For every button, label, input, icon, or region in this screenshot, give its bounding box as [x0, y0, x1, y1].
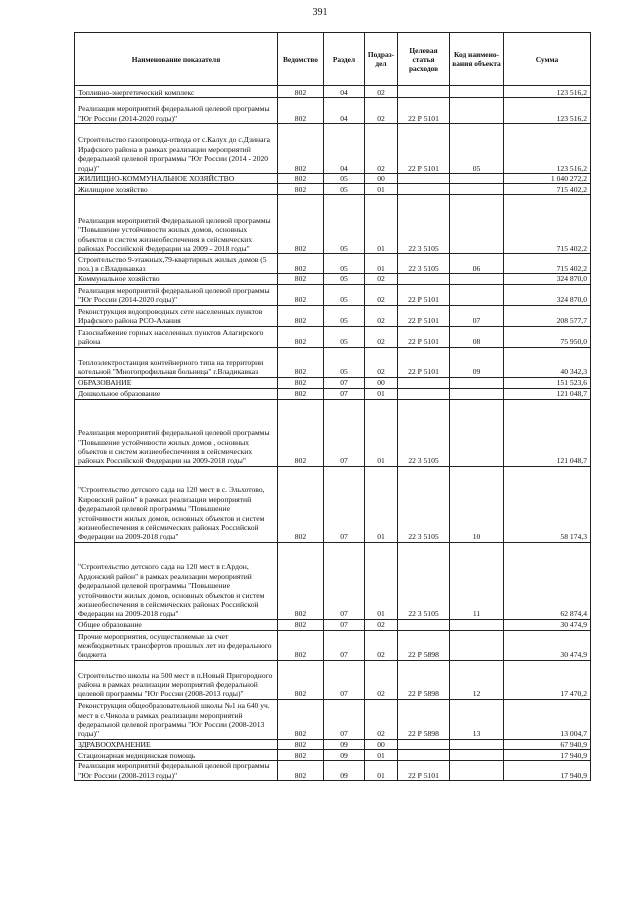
row-article-cell: 22 3 5105 — [398, 542, 450, 619]
row-dept-cell: 802 — [278, 326, 324, 347]
row-name-cell: Газоснабжение горных населенных пунктов Алагирского района — [75, 326, 278, 347]
row-object-code-cell: 09 — [450, 347, 504, 377]
table-row — [75, 347, 591, 377]
row-name-cell: Строительство газопровода-отвода от с.Калух до с.Дзинага Ирафского района в рамках реализации мероприятий федеральной целевой программы "Юг России (2014 - 2020 годы)" — [75, 124, 278, 174]
row-section-cell: 09 — [324, 761, 365, 781]
row-article-cell — [398, 184, 450, 195]
row-dept-cell: 802 — [278, 274, 324, 284]
row-subsection-cell: 02 — [365, 124, 398, 174]
row-dept-cell: 802 — [278, 86, 324, 98]
row-section-cell: 07 — [324, 619, 365, 630]
row-object-code-cell — [450, 377, 504, 388]
row-section-cell: 07 — [324, 699, 365, 739]
table-row — [75, 326, 591, 347]
row-section-cell: 09 — [324, 739, 365, 749]
row-section-cell: 04 — [324, 86, 365, 98]
row-name-cell: Строительство школы на 500 мест в п.Новый Пригородного района в рамках реализации мероприятий федеральной целевой программы "Юг России (2008-2013 годы)" — [75, 660, 278, 699]
row-object-code-cell — [450, 184, 504, 195]
row-object-code-cell: 12 — [450, 660, 504, 699]
table-row — [75, 86, 591, 98]
row-article-cell: 22 Р 5101 — [398, 98, 450, 124]
row-dept-cell: 802 — [278, 174, 324, 184]
row-sum-cell: 30 474,9 — [504, 630, 591, 660]
row-article-cell — [398, 174, 450, 184]
row-name-cell: Стационарная медицинская помощь — [75, 750, 278, 761]
row-name-cell: Реализация мероприятий Федеральной целевой программы "Повышение устойчивости жилых домов, основных объектов и систем жизнеобеспечения в сейсмических районах Российской Федерации на 2009 - 2018 годы" — [75, 195, 278, 254]
row-object-code-cell — [450, 761, 504, 781]
row-dept-cell: 802 — [278, 761, 324, 781]
row-object-code-cell: 10 — [450, 466, 504, 542]
row-object-code-cell — [450, 750, 504, 761]
row-subsection-cell: 00 — [365, 174, 398, 184]
row-name-cell: Коммунальное хозяйство — [75, 274, 278, 284]
row-dept-cell: 802 — [278, 750, 324, 761]
row-section-cell: 07 — [324, 399, 365, 466]
header-name: Наименование показателя — [75, 33, 278, 86]
row-subsection-cell: 02 — [365, 619, 398, 630]
table-row — [75, 377, 591, 388]
row-section-cell: 05 — [324, 184, 365, 195]
row-subsection-cell: 01 — [365, 184, 398, 195]
row-name-cell: Реализация мероприятий федеральной целевой программы "Юг России (2008-2013 годы)" — [75, 761, 278, 781]
table-row — [75, 284, 591, 305]
row-subsection-cell: 02 — [365, 660, 398, 699]
row-subsection-cell: 01 — [365, 542, 398, 619]
row-dept-cell: 802 — [278, 542, 324, 619]
row-dept-cell: 802 — [278, 377, 324, 388]
row-sum-cell: 30 474,9 — [504, 619, 591, 630]
row-subsection-cell: 01 — [365, 750, 398, 761]
row-article-cell: 22 Р 5101 — [398, 761, 450, 781]
budget-table — [74, 32, 591, 781]
row-object-code-cell — [450, 284, 504, 305]
table-row — [75, 174, 591, 184]
row-section-cell: 05 — [324, 254, 365, 274]
table-row — [75, 542, 591, 619]
row-object-code-cell: 13 — [450, 699, 504, 739]
row-dept-cell: 802 — [278, 195, 324, 254]
row-object-code-cell: 07 — [450, 305, 504, 326]
row-object-code-cell — [450, 619, 504, 630]
row-sum-cell: 123 516,2 — [504, 98, 591, 124]
row-object-code-cell: 08 — [450, 326, 504, 347]
row-name-cell: Реконструкция водопроводных сете населенных пунктов Ирафского района РСО-Алания — [75, 305, 278, 326]
header-sum: Сумма — [504, 33, 591, 86]
row-dept-cell: 802 — [278, 630, 324, 660]
row-subsection-cell: 02 — [365, 274, 398, 284]
row-dept-cell: 802 — [278, 699, 324, 739]
row-sum-cell: 67 940,9 — [504, 739, 591, 749]
row-sum-cell: 1 040 272,2 — [504, 174, 591, 184]
row-subsection-cell: 01 — [365, 254, 398, 274]
row-dept-cell: 802 — [278, 98, 324, 124]
row-object-code-cell — [450, 399, 504, 466]
row-section-cell: 05 — [324, 326, 365, 347]
row-subsection-cell: 02 — [365, 699, 398, 739]
table-row — [75, 466, 591, 542]
row-sum-cell: 62 874,4 — [504, 542, 591, 619]
row-dept-cell: 802 — [278, 739, 324, 749]
row-name-cell: Теплоэлектростанция контейнерного типа на территории котельной "Многопрофильная больница" г.Владикавказ — [75, 347, 278, 377]
row-sum-cell: 121 048,7 — [504, 399, 591, 466]
row-subsection-cell: 02 — [365, 284, 398, 305]
row-article-cell: 22 Р 5898 — [398, 660, 450, 699]
row-subsection-cell: 01 — [365, 761, 398, 781]
row-subsection-cell: 01 — [365, 388, 398, 399]
row-section-cell: 04 — [324, 124, 365, 174]
row-name-cell: Топливно-энергетический комплекс — [75, 86, 278, 98]
row-object-code-cell — [450, 86, 504, 98]
row-section-cell: 05 — [324, 347, 365, 377]
row-dept-cell: 802 — [278, 284, 324, 305]
table-header-row — [75, 33, 591, 86]
row-subsection-cell: 00 — [365, 739, 398, 749]
table-row — [75, 619, 591, 630]
table-row — [75, 195, 591, 254]
row-sum-cell: 13 004,7 — [504, 699, 591, 739]
row-object-code-cell: 05 — [450, 124, 504, 174]
row-article-cell — [398, 274, 450, 284]
row-name-cell: ОБРАЗОВАНИЕ — [75, 377, 278, 388]
row-sum-cell: 324 870,0 — [504, 274, 591, 284]
table-row — [75, 761, 591, 781]
row-subsection-cell: 02 — [365, 630, 398, 660]
table-row — [75, 699, 591, 739]
row-article-cell: 22 Р 5101 — [398, 347, 450, 377]
row-dept-cell: 802 — [278, 619, 324, 630]
header-dept: Ведомство — [278, 33, 324, 86]
row-section-cell: 09 — [324, 750, 365, 761]
row-name-cell: Общее образование — [75, 619, 278, 630]
row-section-cell: 05 — [324, 274, 365, 284]
table-body — [75, 86, 591, 781]
row-article-cell — [398, 377, 450, 388]
row-name-cell: Реализация мероприятий федеральной целевой программы "Повышение устойчивости жилых домов , основных объектов и систем жизнеобеспечения в сейсмических районах Российской Федерации на 2009-2018 годы" — [75, 399, 278, 466]
row-name-cell: ЖИЛИЩНО-КОММУНАЛЬНОЕ ХОЗЯЙСТВО — [75, 174, 278, 184]
row-sum-cell: 151 523,6 — [504, 377, 591, 388]
row-name-cell: Реализация мероприятий федеральной целевой программы "Юг России (2014-2020 годы)" — [75, 98, 278, 124]
row-section-cell: 05 — [324, 174, 365, 184]
row-article-cell: 22 Р 5898 — [398, 699, 450, 739]
row-subsection-cell: 02 — [365, 347, 398, 377]
row-subsection-cell: 00 — [365, 377, 398, 388]
header-section: Раздел — [324, 33, 365, 86]
row-article-cell: 22 Р 5898 — [398, 630, 450, 660]
row-article-cell: 22 Р 5101 — [398, 124, 450, 174]
table-row — [75, 630, 591, 660]
row-subsection-cell: 02 — [365, 98, 398, 124]
table-row — [75, 660, 591, 699]
table-row — [75, 750, 591, 761]
row-subsection-cell: 02 — [365, 326, 398, 347]
table-row — [75, 739, 591, 749]
row-article-cell: 22 Р 5101 — [398, 284, 450, 305]
row-section-cell: 05 — [324, 284, 365, 305]
row-sum-cell: 324 870,0 — [504, 284, 591, 305]
row-name-cell: Строительство 9-этажных,79-квартирных жилых домов (5 поз.) в г.Владикавказ — [75, 254, 278, 274]
row-subsection-cell: 02 — [365, 86, 398, 98]
row-object-code-cell — [450, 630, 504, 660]
row-article-cell: 22 3 5105 — [398, 195, 450, 254]
row-section-cell: 07 — [324, 630, 365, 660]
row-article-cell — [398, 86, 450, 98]
row-dept-cell: 802 — [278, 660, 324, 699]
row-sum-cell: 17 940,9 — [504, 750, 591, 761]
header-article: Целевая статья расходов — [398, 33, 450, 86]
table-row — [75, 305, 591, 326]
row-dept-cell: 802 — [278, 399, 324, 466]
row-article-cell: 22 3 5105 — [398, 399, 450, 466]
table-row — [75, 399, 591, 466]
row-dept-cell: 802 — [278, 347, 324, 377]
row-section-cell: 07 — [324, 660, 365, 699]
row-object-code-cell — [450, 174, 504, 184]
row-article-cell: 22 3 5105 — [398, 466, 450, 542]
row-object-code-cell: 11 — [450, 542, 504, 619]
row-sum-cell: 40 342,3 — [504, 347, 591, 377]
table-row — [75, 388, 591, 399]
row-object-code-cell — [450, 388, 504, 399]
row-sum-cell: 75 950,0 — [504, 326, 591, 347]
row-section-cell: 04 — [324, 98, 365, 124]
row-dept-cell: 802 — [278, 184, 324, 195]
row-name-cell: Реконструкция общеобразовательной школы №1 на 640 уч. мест в с.Чикола в рамках реализации мероприятий федеральной целевой программы "Юг России (2008-2013 годы)" — [75, 699, 278, 739]
row-section-cell: 07 — [324, 466, 365, 542]
header-subsection: Подраз-дел — [365, 33, 398, 86]
row-subsection-cell: 02 — [365, 305, 398, 326]
table-row — [75, 274, 591, 284]
row-article-cell — [398, 750, 450, 761]
row-object-code-cell — [450, 274, 504, 284]
page-number: 391 — [312, 7, 328, 18]
row-name-cell: "Строительство детского сада на 120 мест в с. Эльхотово, Кировский район" в рамках реализации мероприятий федеральной целевой программы "Повышение устойчивости жилых домов, основных объектов и систем жизнеобеспечения в сейсмических районах Российской Федерации на 2009-2018 годы" — [75, 466, 278, 542]
header-object-code: Код наимено-вания объекта — [450, 33, 504, 86]
row-article-cell — [398, 388, 450, 399]
table-row — [75, 184, 591, 195]
row-section-cell: 07 — [324, 377, 365, 388]
row-sum-cell: 208 577,7 — [504, 305, 591, 326]
row-object-code-cell — [450, 195, 504, 254]
row-subsection-cell: 01 — [365, 399, 398, 466]
row-section-cell: 05 — [324, 305, 365, 326]
row-sum-cell: 121 048,7 — [504, 388, 591, 399]
row-name-cell: Дошкольное образование — [75, 388, 278, 399]
row-section-cell: 07 — [324, 542, 365, 619]
row-article-cell: 22 3 5105 — [398, 254, 450, 274]
row-name-cell: ЗДРАВООХРАНЕНИЕ — [75, 739, 278, 749]
row-object-code-cell: 06 — [450, 254, 504, 274]
row-object-code-cell — [450, 98, 504, 124]
table-row — [75, 124, 591, 174]
row-sum-cell: 123 516,2 — [504, 86, 591, 98]
row-article-cell: 22 Р 5101 — [398, 305, 450, 326]
row-article-cell — [398, 739, 450, 749]
row-dept-cell: 802 — [278, 388, 324, 399]
row-article-cell — [398, 619, 450, 630]
row-name-cell: Прочие мероприятия, осуществляемые за счет межбюджетных трансфертов прошлых лет из федерального бюджета — [75, 630, 278, 660]
row-sum-cell: 123 516,2 — [504, 124, 591, 174]
row-name-cell: "Строительство детского сада на 120 мест в г.Ардон, Ардонский район" в рамках реализации мероприятий федеральной целевой программы "Повышение устойчивости жилых домов, основных объектов и систем жизнеобеспечения в сейсмических районах Российской Федерации на 2009-2018 годы" — [75, 542, 278, 619]
row-section-cell: 05 — [324, 195, 365, 254]
table-row — [75, 98, 591, 124]
row-section-cell: 07 — [324, 388, 365, 399]
table-row — [75, 254, 591, 274]
row-article-cell: 22 Р 5101 — [398, 326, 450, 347]
row-dept-cell: 802 — [278, 254, 324, 274]
row-subsection-cell: 01 — [365, 195, 398, 254]
row-dept-cell: 802 — [278, 124, 324, 174]
row-sum-cell: 715 402,2 — [504, 254, 591, 274]
row-sum-cell: 17 940,9 — [504, 761, 591, 781]
row-dept-cell: 802 — [278, 305, 324, 326]
row-sum-cell: 715 402,2 — [504, 195, 591, 254]
row-name-cell: Жилищное хозяйство — [75, 184, 278, 195]
row-sum-cell: 58 174,3 — [504, 466, 591, 542]
row-object-code-cell — [450, 739, 504, 749]
row-dept-cell: 802 — [278, 466, 324, 542]
row-name-cell: Реализация мероприятий федеральной целевой программы "Юг России (2014-2020 годы)" — [75, 284, 278, 305]
row-subsection-cell: 01 — [365, 466, 398, 542]
row-sum-cell: 17 470,2 — [504, 660, 591, 699]
row-sum-cell: 715 402,2 — [504, 184, 591, 195]
